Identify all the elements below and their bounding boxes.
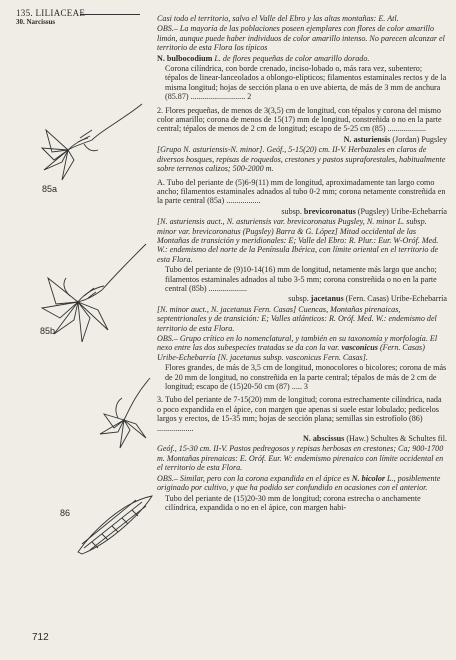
figure-label-86: 86 (60, 508, 71, 518)
taxon-heading: N. abscissus (Haw.) Schultes & Schultes fil. (302, 434, 447, 444)
capsule-illustration-86 (72, 492, 156, 558)
figure-label-85b: 85b (40, 326, 56, 336)
genus-heading: 30. Narcissus (16, 18, 56, 26)
key-lead-2a: 2. Flores pequeñas, de menos de 3(3,5) cm de longitud, con tépalos y corona del mismo color amarillo; corona de menos de 15(17) mm de longitud, constreñida o no en la parte central; tépalos de menos de 2 cm de longitud; escapo de 5-25 cm (85) ................... (157, 105, 442, 134)
obs-paragraph: OBS.– Grupo crítico en lo nomenclatural, y también en su taxonomía y morfología. El nexo entre las dos subespecies tratadas se da con la var. vasconicus (Fern. Casas) Uribe-Echebarría [N. jacetanus subsp. vasconicus Fern. Casas]. (157, 334, 438, 362)
key-lead-3b: Tubo del periante de (15)20-30 mm de longitud; corona estrecha o anchamente cilíndrica, expandida o no en el ápice, con margen habi- (165, 493, 421, 512)
distribution-paragraph: Casi todo el territorio, salvo el Valle del Ebro y las altas montañas: E. Atl. (157, 14, 399, 23)
taxon-heading: N. asturiensis (Jordan) Pugsley (343, 134, 447, 144)
taxon-name: N. bulbocodium (157, 53, 213, 63)
page-number: 712 (32, 632, 49, 643)
subspecies-heading: subsp. jacetanus (Fern. Casas) Uribe-Echebarría (288, 294, 447, 304)
asturiensis-description: [Grupo N. asturiensis-N. minor]. Geóf., 5-15(20) cm. II-V. Herbazales en claros de diversos bosques, repisas de roquedos, crestones y pastos supraforestales, habitualmente sobre terrenos calizos; 500-2000 m. (157, 145, 446, 174)
family-heading: 135. LILIACEAE (16, 8, 86, 18)
figure-label-85a: 85a (42, 184, 58, 194)
key-text-column (157, 14, 447, 513)
flower-illustration-85b (18, 238, 150, 348)
key-lead-1b: Corona cilíndrica, con borde crenado, inciso-lobado o, más rara vez, subentero; tépalos de linear-lanceolados a oblongo-elípticos; filamentos estaminales rectos y de la misma longitud; hojas de sección plana o en uve abierta, de más de 3 mm de anchura (85.87) ........................... 2 (165, 64, 447, 102)
obs-paragraph: OBS.– Similar, pero con la corona expandida en el ápice es N. bicolor L., posiblemente originado por cultivo, y que ha podido ser confundido en ocasiones con el anterior. (157, 473, 441, 493)
obs-paragraph: OBS.– La mayoría de las poblaciones poseen ejemplares con flores de color amarillo limón, aunque puede haber individuos de color amarillo intenso. No parecen alcanzar el territorio de esta Flora los típicos (157, 24, 445, 53)
flower-illustration-85a (22, 100, 150, 190)
brevicoronatus-description: [N. asturiensis auct., N. asturiensis var. brevicoronatus Pugsley, N. minor L. subsp. minor var. brevicoronatus (Pugsley) Barra & G. López] Mitad occidental de las Montañas de transición y meridionales: E; Valle del Ebro: R. Plur.: Eur. W-Oróf. Med. W.: endemismo del norte de la Península Ibérica, con límite oriental en el territorio de esta Flora. (157, 217, 439, 264)
key-lead-3a: 3. Tubo del periante de 7-15(20) mm de longitud; corona estrechamente cilíndrica, nada o poco expandida en el ápice, con margen que apenas si suele estar lobulado; pedicelos largos y erectos, de 15-35 mm; hojas de sección plana; semillas sin estrofíolo (86) .................. (157, 395, 442, 433)
jacetanus-description: [N. minor auct., N. jacetanus Fern. Casas] Cuencas, Montañas pirenaicas, septentrionales y de transición: E; Valles atlánticos: R. Oróf. Med. W.: endemismo del territorio de esta Flora. (157, 304, 437, 333)
key-lead-2b: Flores grandes, de más de 3,5 cm de longitud, monocolores o bicolores; corona de más de 20 mm de longitud, no constreñida en la parte central; tépalos de más de 2 cm de longitud; escapo de (15)20-50 cm (87) ..... 3 (165, 363, 447, 392)
abscissus-description: Geóf., 15-30 cm. II-V. Pastos pedregosos y repisas herbosas en crestones; Ca; 900-1700 m. Montañas pirenaicas: E. Oróf. Eur. W: endemismo pirenaico con límite occidental en el territorio de esta Flora. (157, 444, 444, 473)
flower-illustration-87 (90, 374, 160, 454)
key-lead-A: A. Tubo del periante de (5)6-9(11) mm de longitud, aproximadamente tan largo como ancho; filamentos estaminales adnados al tubo 0-2 mm; corona netamente constreñida en la parte central (85a) ................. (157, 177, 446, 206)
key-lead-A-alt: Tubo del periante de (9)10-14(16) mm de longitud, netamente más largo que ancho; filamentos estaminales adnados al tubo 3-5 mm; corona constreñida o no en la parte central (85b) ................... (165, 265, 437, 293)
bulbocodium-note: N. bulbocodium L. de flores pequeñas de color amarillo dorado. (157, 53, 370, 63)
subspecies-heading: subsp. brevicoronatus (Pugsley) Uribe-Echebarría (281, 206, 447, 216)
header-rule (80, 14, 140, 15)
